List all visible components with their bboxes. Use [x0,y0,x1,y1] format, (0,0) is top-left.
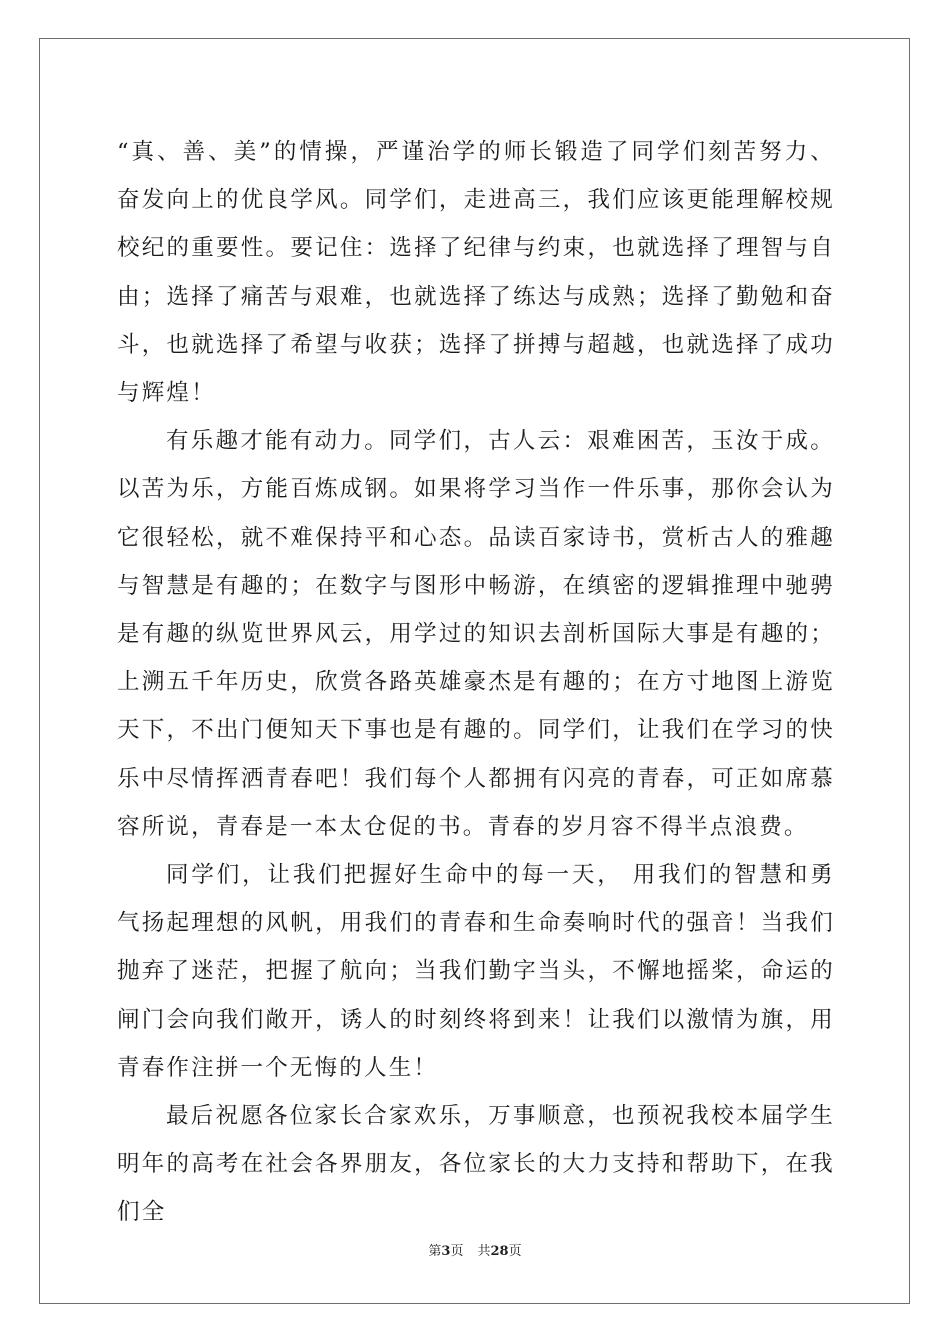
total-pages: 28 [490,1244,509,1259]
paragraph-4: 最后祝愿各位家长合家欢乐，万事顺意，也预祝我校本届学生明年的高考在社会各界朋友，各位家长的大力支持和帮助下，在我们全 [117,1103,835,1226]
page-number: 3 [441,1244,451,1259]
page-suffix: 页 [450,1244,464,1259]
page-footer [0,1240,950,1259]
paragraph-1: “真、善、美”的情操，严谨治学的师长锻造了同学们刻苦努力、奋发向上的优良学风。同学们，走进高三，我们应该更能理解校规校纪的重要性。要记住：选择了纪律与约束，也就选择了理智与自由；选择了痛苦与艰难，也就选择了练达与成熟；选择了勤勉和奋斗，也就选择了希望与收获；选择了拼搏与超越，也就选择了成功与辉煌！ [117,139,835,407]
total-prefix: 共 [477,1244,491,1259]
paragraph-3: 同学们，让我们把握好生命中的每一天， 用我们的智慧和勇气扬起理想的风帆，用我们的青春和生命奏响时代的强音！当我们抛弃了迷茫，把握了航向；当我们勤字当头，不懈地摇桨，命运的闸门会向我们敞开，诱人的时刻终将到来！让我们以激情为旗，用青春作注拼一个无悔的人生！ [117,862,835,1081]
paragraph-2: 有乐趣才能有动力。同学们，古人云：艰难困苦，玉汝于成。以苦为乐，方能百炼成钢。如果将学习当作一件乐事，那你会认为它很轻松，就不难保持平和心态。品读百家诗书，赏析古人的雅趣与智慧是有趣的；在数字与图形中畅游，在缜密的逻辑推理中驰骋是有趣的纵览世界风云，用学过的知识去剖析国际大事是有趣的；上溯五千年历史，欣赏各路英雄豪杰是有趣的；在方寸地图上游览天下，不出门便知天下事也是有趣的。同学们，让我们在学习的快乐中尽情挥洒青春吧！我们每个人都拥有闪亮的青春，可正如席慕容所说，青春是一本太仓促的书。青春的岁月容不得半点浪费。 [117,428,835,840]
page-prefix: 第 [428,1244,442,1259]
total-suffix: 页 [508,1244,522,1259]
document-body [117,128,835,1237]
